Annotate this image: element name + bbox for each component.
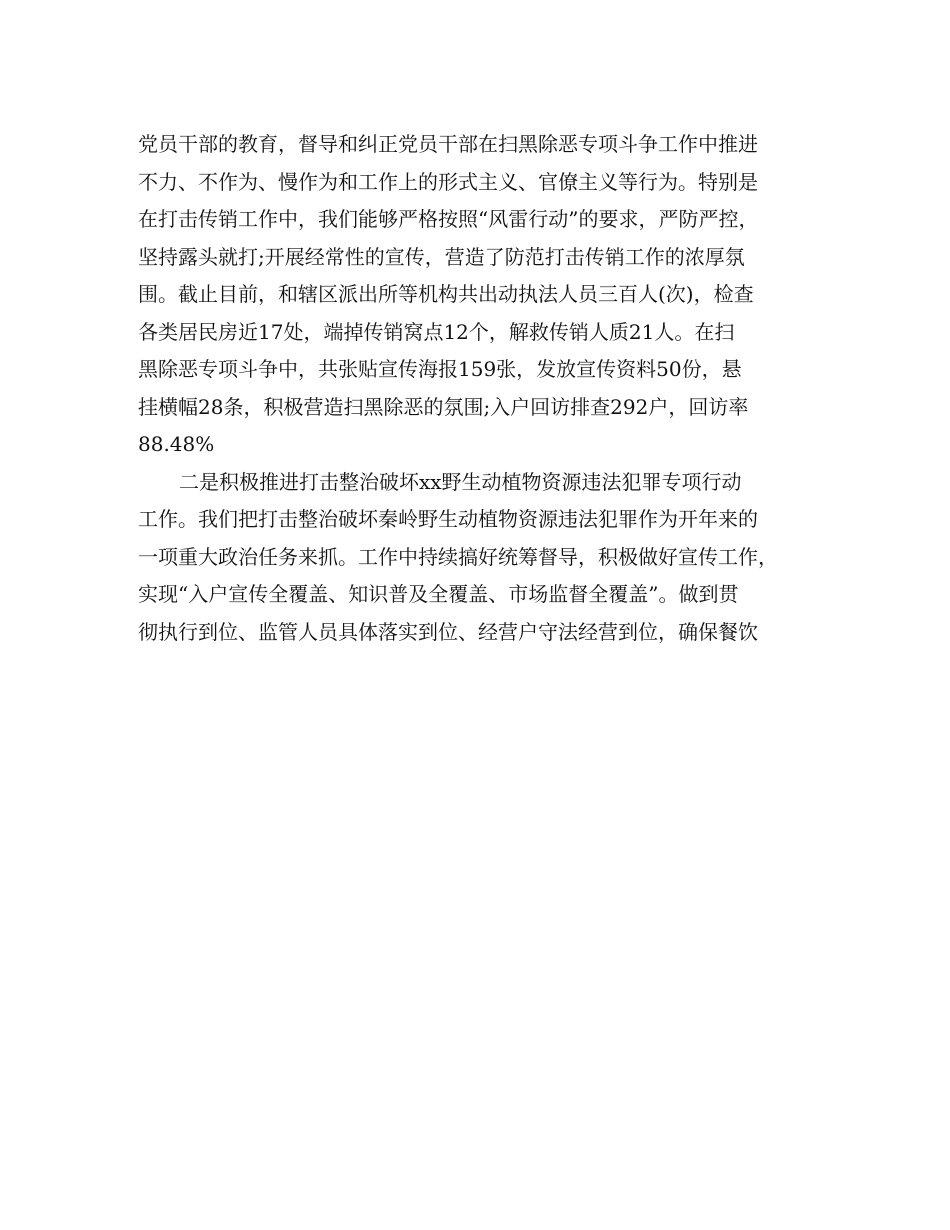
text-line: 党员干部的教育，督导和纠正党员干部在扫黑除恶专项斗争工作中推进 <box>138 132 758 156</box>
text-line: 实现“入户宣传全覆盖、知识普及全覆盖、市场监督全覆盖”。做到贯 <box>138 582 739 606</box>
text-line: 在打击传销工作中，我们能够严格按照“风雷行动”的要求，严防严控， <box>138 207 759 231</box>
text-line: 围。截止目前，和辖区派出所等机构共出动执法人员三百人(次)，检查 <box>138 282 754 306</box>
text-line: 88.48% <box>138 432 215 456</box>
text-line-indented: 二是积极推进打击整治破坏xx野生动植物资源违法犯罪专项行动 <box>179 469 742 494</box>
text-line: 不力、不作为、慢作为和工作上的形式主义、官僚主义等行为。特别是 <box>138 169 758 194</box>
text-line: 挂横幅28条，积极营造扫黑除恶的氛围;入户回访排查292户，回访率 <box>138 394 749 419</box>
text-line: 各类居民房近17处，端掉传销窝点12个，解救传销人质21人。在扫 <box>138 319 735 344</box>
document-body <box>138 126 828 651</box>
text-line: 一项重大政治任务来抓。工作中持续搞好统筹督导，积极做好宣传工作， <box>138 544 778 569</box>
paragraph-2 <box>138 464 828 652</box>
text-line: 坚持露头就打;开展经常性的宣传，营造了防范打击传销工作的浓厚氛 <box>138 244 745 269</box>
text-line: 黑除恶专项斗争中，共张贴宣传海报159张，发放宣传资料50份，悬 <box>138 357 742 381</box>
text-line: 彻执行到位、监管人员具体落实到位、经营户守法经营到位，确保餐饮 <box>138 619 758 644</box>
paragraph-1 <box>138 126 828 464</box>
text-line: 工作。我们把打击整治破坏秦岭野生动植物资源违法犯罪作为开年来的 <box>138 507 758 531</box>
